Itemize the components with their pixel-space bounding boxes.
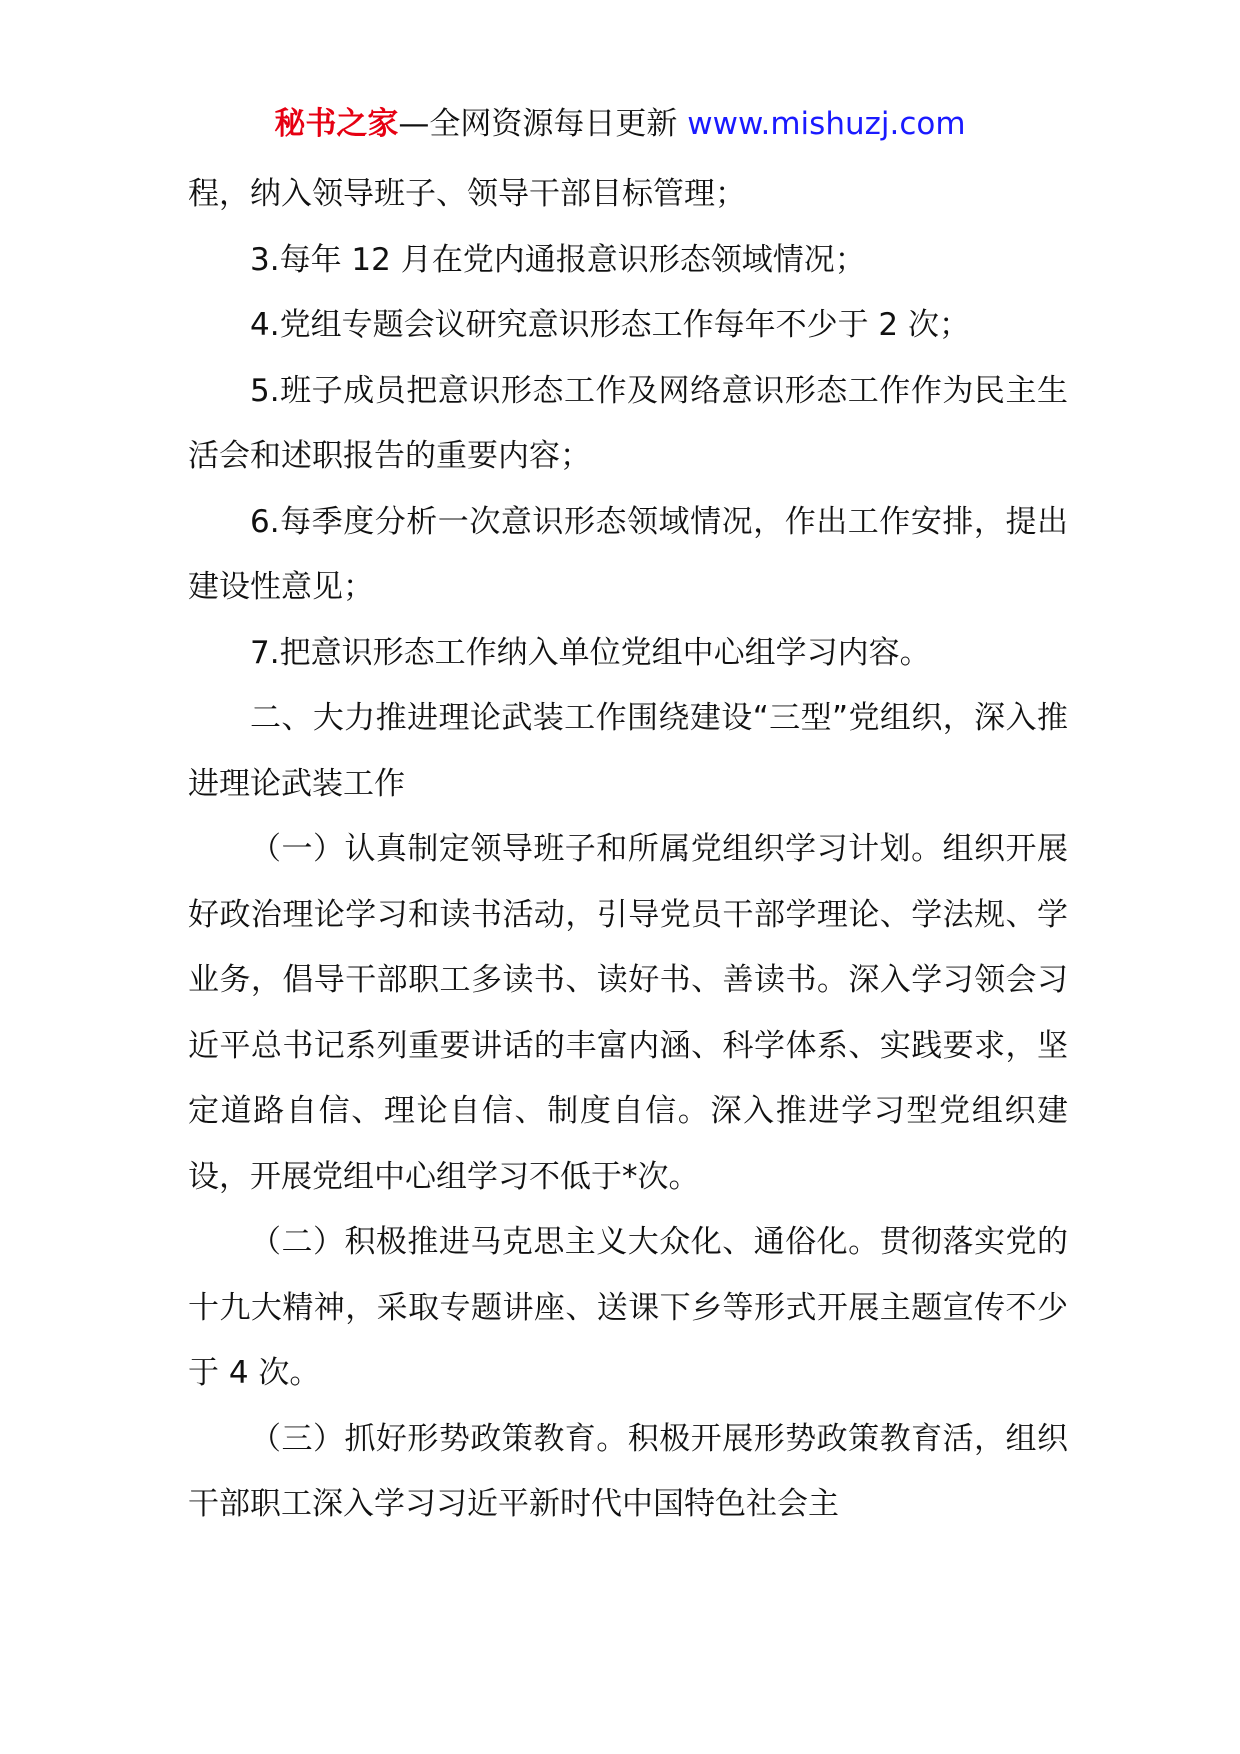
site-url[interactable]: www.mishuzj.com xyxy=(687,106,966,142)
page-header xyxy=(0,100,1240,148)
paragraph-subsection-1: （一）认真制定领导班子和所属党组织学习计划。组织开展好政治理论学习和读书活动，引导党员干部学理论、学法规、学业务，倡导干部职工多读书、读好书、善读书。深入学习领会习近平总书记系列重要讲话的丰富内涵、科学体系、实践要求，坚定道路自信、理论自信、制度自信。深入推进学习型党组织建设，开展党组中心组学习不低于*次。 xyxy=(188,831,1068,1195)
site-tagline: —全网资源每日更新 xyxy=(398,106,688,142)
site-brand: 秘书之家 xyxy=(274,106,399,142)
paragraph-item-3: 3.每年 12 月在党内通报意识形态领域情况； xyxy=(250,241,866,278)
paragraph-item-5: 5.班子成员把意识形态工作及网络意识形态工作作为民主生活会和述职报告的重要内容； xyxy=(188,372,1068,474)
paragraph-subsection-3: （三）抓好形势政策教育。积极开展形势政策教育活，组织干部职工深入学习习近平新时代中国特色社会主 xyxy=(188,1420,1068,1522)
document-body xyxy=(188,162,1068,1538)
section-heading-2: 二、大力推进理论武装工作围绕建设“三型”党组织，深入推进理论武装工作 xyxy=(188,700,1068,802)
paragraph-item-6: 6.每季度分析一次意识形态领域情况，作出工作安排，提出建设性意见； xyxy=(188,503,1068,605)
paragraph-item-4: 4.党组专题会议研究意识形态工作每年不少于 2 次； xyxy=(250,307,971,343)
paragraph-subsection-2: （二）积极推进马克思主义大众化、通俗化。贯彻落实党的十九大精神，采取专题讲座、送课下乡等形式开展主题宣传不少于 4 次。 xyxy=(188,1224,1068,1391)
paragraph-continuation: 程，纳入领导班子、领导干部目标管理； xyxy=(188,176,746,212)
paragraph-item-7: 7.把意识形态工作纳入单位党组中心组学习内容。 xyxy=(250,634,931,671)
